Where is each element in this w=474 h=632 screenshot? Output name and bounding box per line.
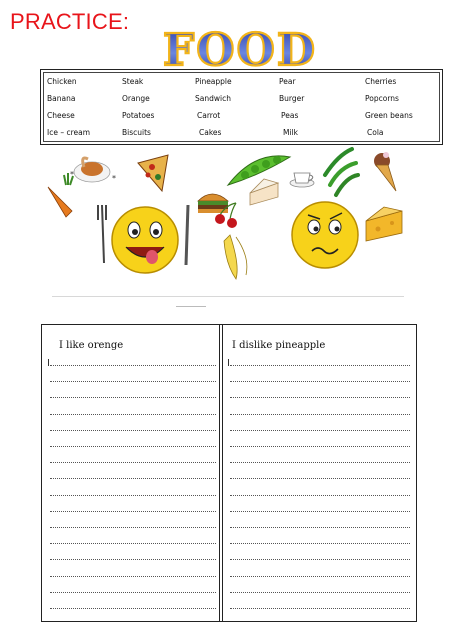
like-writing-line[interactable] [50,462,216,463]
dislike-writing-line[interactable] [230,462,410,463]
faint-rule [52,296,404,297]
like-writing-line[interactable] [50,559,216,560]
writing-sheet [41,324,417,622]
word-potatoes: Potatoes [122,111,155,120]
word-burger: Burger [279,94,305,103]
practice-label: PRACTICE: [10,9,130,34]
word-chicken: Chicken [47,77,77,86]
dislike-writing-line[interactable] [230,414,410,415]
word-steak: Steak [122,77,144,86]
dislike-column-title: I dislike pineapple [232,340,326,351]
food-illustration [40,145,440,295]
word-cakes: Cakes [199,128,222,137]
dislike-writing-line[interactable] [230,576,410,577]
word-bank-inner [43,72,440,142]
banana-icon [224,235,247,279]
like-writing-line[interactable] [50,446,216,447]
food-title [140,25,340,73]
green-beans-icon [325,149,358,195]
column-divider [219,325,223,621]
coffee-cup-icon [290,173,314,187]
dislike-writing-line[interactable] [230,495,410,496]
dislike-writing-line[interactable] [230,365,410,366]
dislike-writing-line[interactable] [230,511,410,512]
svg-text:*: * [70,170,74,179]
like-column-title: I like orenge [59,340,124,351]
disgusted-smiley-icon [292,202,358,268]
pizza-icon [138,155,168,191]
like-writing-line[interactable] [50,397,216,398]
cake-icon [250,179,278,205]
word-pear: Pear [279,77,296,86]
like-writing-line[interactable] [50,543,216,544]
like-cursor-mark [48,359,49,366]
dislike-writing-line[interactable] [230,478,410,479]
word-carrot: Carrot [197,111,221,120]
like-writing-line[interactable] [50,511,216,512]
word-pineapple: Pineapple [195,77,232,86]
word-popcorns: Popcorns [365,94,399,103]
word-ice-cream: Ice – cream [47,128,91,137]
word-banana: Banana [47,94,76,103]
dislike-cursor-mark [228,359,229,366]
ice-cream-cone-icon [374,152,396,191]
dislike-writing-line[interactable] [230,446,410,447]
dislike-writing-line[interactable] [230,543,410,544]
faint-rule-short [176,306,206,307]
cheese-icon [366,207,402,241]
svg-text:*: * [112,174,116,183]
dislike-writing-line[interactable] [230,381,410,382]
dislike-writing-line[interactable] [230,430,410,431]
word-bank-box [40,69,443,145]
roast-chicken-icon [70,158,116,183]
word-peas: Peas [281,111,299,120]
dislike-writing-line[interactable] [230,397,410,398]
like-writing-line[interactable] [50,478,216,479]
like-writing-line[interactable] [50,495,216,496]
carrot-icon [48,173,73,217]
word-sandwich: Sandwich [195,94,231,103]
like-writing-line[interactable] [50,592,216,593]
word-cherries: Cherries [365,77,397,86]
like-writing-line[interactable] [50,608,216,609]
like-writing-line[interactable] [50,414,216,415]
dislike-writing-line[interactable] [230,608,410,609]
happy-smiley-icon [98,205,188,273]
dislike-writing-line[interactable] [230,527,410,528]
dislike-writing-line[interactable] [230,559,410,560]
dislike-writing-line[interactable] [230,592,410,593]
food-title-text: FOOD [162,25,318,73]
like-writing-line[interactable] [50,527,216,528]
like-writing-line[interactable] [50,576,216,577]
peas-icon [228,156,290,185]
word-green-beans: Green beans [365,111,413,120]
word-cola: Cola [367,128,384,137]
word-milk: Milk [283,128,298,137]
word-biscuits: Biscuits [122,128,151,137]
like-writing-line[interactable] [50,381,216,382]
like-writing-line[interactable] [50,365,216,366]
word-cheese: Cheese [47,111,75,120]
like-writing-line[interactable] [50,430,216,431]
word-orange: Orange [122,94,150,103]
